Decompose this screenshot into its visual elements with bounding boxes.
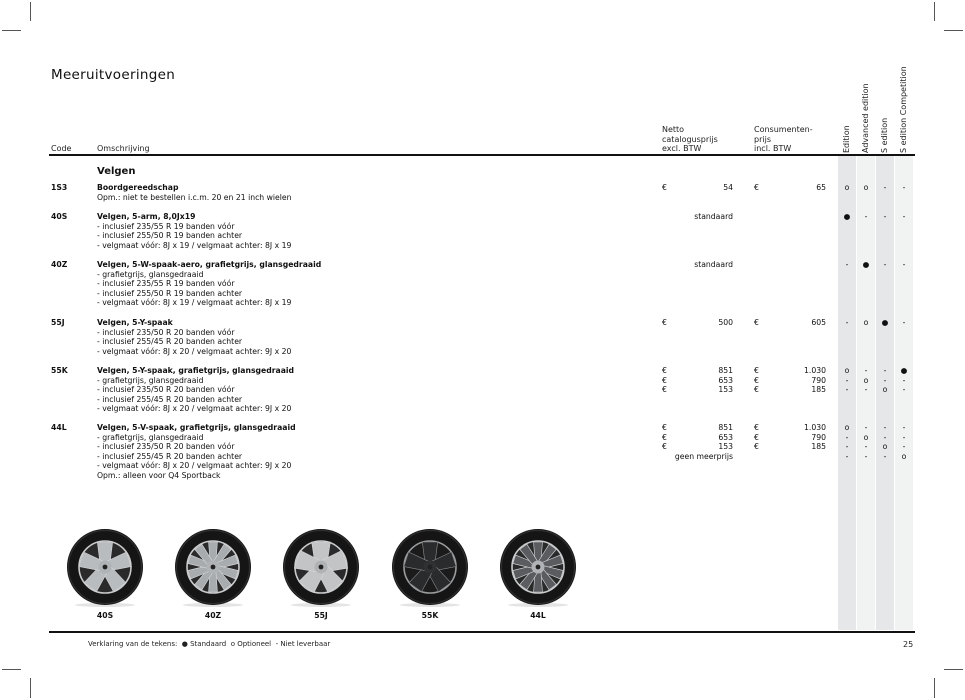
consumer-price-currency: € (754, 442, 759, 452)
availability-mark: - (864, 451, 868, 461)
option-code: 55J (51, 318, 65, 327)
availability-mark: o (863, 432, 869, 442)
net-price: standaard (694, 212, 733, 221)
wheel-center-cap (103, 565, 108, 570)
availability-mark: - (902, 375, 906, 385)
availability-mark: - (902, 212, 906, 221)
option-detail-line: - grafietgrijs, glansgedraaid (97, 375, 204, 385)
net-price: geen meerprijs (674, 451, 733, 461)
consumer-price-currency: € (754, 432, 759, 442)
availability-mark: - (902, 442, 906, 452)
consumer-price: 65 (816, 183, 826, 192)
wheel-center-cap (536, 565, 541, 570)
wheel-image-55k (390, 527, 470, 607)
option-detail-line: - inclusief 235/50 R 20 banden vóór (97, 442, 235, 452)
wheel-image-40s (65, 527, 145, 607)
option-code: 44L (51, 423, 67, 432)
option-detail-line: - inclusief 255/50 R 19 banden achter (97, 231, 243, 241)
availability-mark: - (902, 423, 906, 432)
crop-mark (30, 2, 31, 21)
header-net-price-line: excl. BTW (662, 144, 702, 153)
availability-mark: - (883, 366, 887, 375)
legend-label: Verklaring van de tekens: (88, 640, 178, 648)
option-detail-line: - velgmaat vóór: 8J x 19 / velgmaat achter: 8J x 19 (97, 298, 292, 308)
legend-unavailable: - Niet leverbaar (275, 640, 331, 648)
option-detail-line: - velgmaat vóór: 8J x 19 / velgmaat achter: 8J x 19 (97, 240, 292, 250)
availability-mark: - (902, 432, 906, 442)
consumer-price-currency: € (754, 183, 759, 192)
footer-rule (49, 631, 915, 633)
net-price: 653 (718, 432, 733, 442)
header-net-price-line: catalogusprijs (662, 134, 718, 144)
option-title: Velgen, 5-arm, 8,0Jx19 (97, 212, 196, 221)
consumer-price: 605 (811, 318, 826, 327)
header-version-edition: Edition (842, 125, 851, 153)
availability-mark: o (863, 183, 869, 192)
net-price-currency: € (662, 183, 667, 192)
option-title: Velgen, 5-V-spaak, grafietgrijs, glansgedraaid (97, 423, 296, 432)
wheel-center-cap (211, 565, 216, 570)
option-detail-line: Opm.: alleen voor Q4 Sportback (97, 470, 221, 480)
crop-mark (944, 669, 963, 670)
consumer-price-currency: € (754, 385, 759, 395)
availability-mark: o (863, 318, 869, 327)
option-title: Velgen, 5-Y-spaak, grafietgrijs, glansgedraaid (97, 366, 295, 375)
net-price: 851 (718, 366, 733, 375)
availability-mark: o (844, 366, 850, 375)
consumer-price-currency: € (754, 318, 759, 327)
crop-mark (934, 2, 935, 21)
header-net-price (662, 125, 718, 154)
option-code: 55K (51, 366, 68, 375)
header-code: Code (51, 144, 72, 153)
page-number: 25 (903, 640, 914, 649)
consumer-price: 790 (811, 432, 826, 442)
consumer-price-currency: € (754, 375, 759, 385)
availability-mark: - (864, 385, 868, 395)
availability-mark: - (845, 318, 849, 327)
option-description (97, 260, 321, 308)
option-detail-line: - inclusief 235/55 R 19 banden vóór (97, 279, 235, 289)
availability-mark: - (883, 183, 887, 192)
page-title: Meeruitvoeringen (51, 67, 176, 83)
header-consumer-price-line: Consumenten- (754, 125, 813, 134)
availability-mark: o (844, 183, 850, 192)
legend-standard: ● Standaard (181, 640, 227, 648)
consumer-price: 1.030 (803, 366, 826, 375)
option-detail-line: - inclusief 255/45 R 20 banden achter (97, 451, 243, 461)
availability-mark: - (883, 423, 887, 432)
availability-mark: - (883, 451, 887, 461)
header-description: Omschrijving (97, 144, 150, 153)
availability-mark: - (902, 385, 906, 395)
option-title: Boordgereedschap (97, 183, 179, 192)
availability-mark: o (863, 375, 869, 385)
net-price: 653 (718, 375, 733, 385)
wheel-label: 55K (421, 611, 439, 620)
option-detail-line: - grafietgrijs, glansgedraaid (97, 269, 204, 279)
crop-mark (2, 30, 21, 31)
wheel-label: 40Z (204, 611, 222, 620)
availability-mark: - (902, 183, 906, 192)
net-price-currency: € (662, 375, 667, 385)
option-description (97, 212, 291, 250)
wheel-center-cap (319, 565, 324, 570)
header-consumer-price (754, 125, 813, 154)
availability-mark: - (864, 212, 868, 221)
availability-mark: - (845, 375, 849, 385)
net-price: 54 (723, 183, 733, 192)
availability-mark: ● (900, 366, 908, 375)
availability-mark: - (883, 212, 887, 221)
availability-mark: - (845, 442, 849, 452)
net-price-currency: € (662, 423, 667, 432)
net-price-currency: € (662, 318, 667, 327)
net-price-currency: € (662, 385, 667, 395)
option-detail-line: - inclusief 255/50 R 19 banden achter (97, 288, 243, 298)
net-price: 153 (718, 385, 733, 395)
legend-optional: o Optioneel (230, 640, 272, 648)
header-consumer-price-line: incl. BTW (754, 144, 792, 153)
availability-mark: - (864, 423, 868, 432)
availability-mark: - (883, 432, 887, 442)
availability-mark: o (901, 451, 907, 461)
crop-mark (944, 30, 963, 31)
consumer-price: 1.030 (803, 423, 826, 432)
wheel-center-cap (428, 565, 433, 570)
option-description (97, 318, 291, 356)
consumer-price: 185 (811, 442, 826, 452)
net-price: 500 (718, 318, 733, 327)
consumer-price: 790 (811, 375, 826, 385)
availability-mark: - (883, 260, 887, 269)
availability-mark: - (883, 375, 887, 385)
net-price: 153 (718, 442, 733, 452)
header-rule (49, 154, 915, 156)
net-price-currency: € (662, 432, 667, 442)
availability-mark: - (902, 318, 906, 327)
header-version-s-edition-competition: S edition Competition (899, 66, 908, 153)
availability-mark: - (902, 260, 906, 269)
consumer-price-currency: € (754, 366, 759, 375)
availability-mark: ● (881, 318, 889, 327)
wheel-image-44l (498, 527, 578, 607)
option-code: 40S (51, 212, 68, 221)
availability-mark: o (844, 423, 850, 432)
availability-mark: - (864, 442, 868, 452)
net-price-currency: € (662, 366, 667, 375)
option-detail-line: - inclusief 255/45 R 20 banden achter (97, 337, 243, 347)
wheel-image-55j (281, 527, 361, 607)
option-detail-line: - inclusief 255/45 R 20 banden achter (97, 394, 243, 404)
net-price-currency: € (662, 442, 667, 452)
availability-mark: ● (862, 260, 870, 269)
option-detail-line: - inclusief 235/50 R 20 banden vóór (97, 327, 235, 337)
header-consumer-price-line: prijs (754, 134, 771, 144)
option-detail-line: - grafietgrijs, glansgedraaid (97, 432, 204, 442)
net-price: standaard (694, 260, 733, 269)
availability-mark: - (845, 432, 849, 442)
wheel-label: 40S (96, 611, 114, 620)
option-title: Velgen, 5-W-spaak-aero, grafietgrijs, glansgedraaid (97, 260, 322, 269)
crop-mark (934, 678, 935, 698)
header-net-price-line: Netto (662, 125, 685, 134)
option-title: Velgen, 5-Y-spaak (97, 318, 173, 327)
availability-mark: ● (843, 212, 851, 221)
wheel-image-40z (173, 527, 253, 607)
option-detail-line: - velgmaat vóór: 8J x 20 / velgmaat achter: 9J x 20 (97, 404, 292, 414)
legend (88, 640, 330, 648)
availability-mark: o (882, 442, 888, 452)
option-description (97, 183, 292, 202)
section-title: Velgen (97, 166, 136, 177)
availability-mark: - (845, 260, 849, 269)
option-description (97, 423, 296, 481)
option-detail-line: - velgmaat vóór: 8J x 20 / velgmaat achter: 9J x 20 (97, 346, 292, 356)
wheel-label: 55J (314, 611, 328, 620)
header-version-advanced-edition: Advanced edition (861, 83, 870, 153)
consumer-price: 185 (811, 385, 826, 395)
header-version-s-edition: S edition (880, 117, 889, 153)
crop-mark (30, 678, 31, 698)
availability-mark: o (882, 385, 888, 395)
option-detail-line: - velgmaat vóór: 8J x 20 / velgmaat achter: 9J x 20 (97, 461, 292, 471)
availability-mark: - (845, 385, 849, 395)
option-detail-line: - inclusief 235/50 R 20 banden vóór (97, 385, 235, 395)
option-description (97, 366, 294, 414)
option-code: 40Z (51, 260, 68, 269)
option-code: 1S3 (51, 183, 68, 192)
option-detail-line: Opm.: niet te bestellen i.c.m. 20 en 21 inch wielen (97, 192, 292, 202)
crop-mark (2, 669, 21, 670)
consumer-price-currency: € (754, 423, 759, 432)
net-price: 851 (718, 423, 733, 432)
availability-mark: - (864, 366, 868, 375)
wheel-label: 44L (530, 611, 546, 620)
availability-mark: - (845, 451, 849, 461)
option-detail-line: - inclusief 235/55 R 19 banden vóór (97, 221, 235, 231)
